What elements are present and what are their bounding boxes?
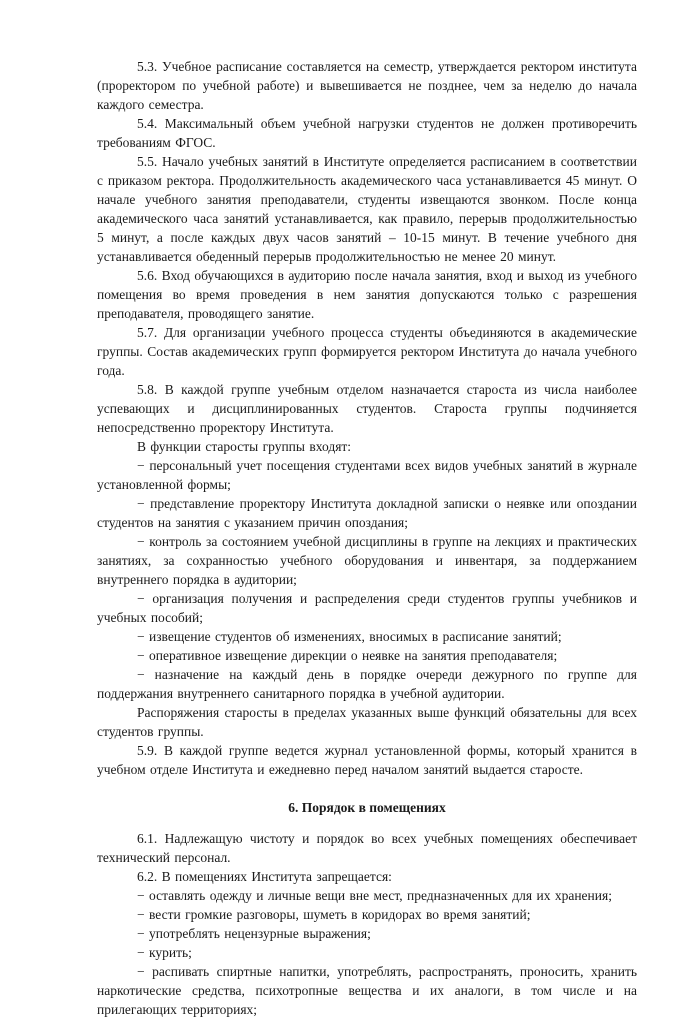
paragraph-starosta-orders: Распоряжения старосты в пределах указанных выше функций обязательны для всех студентов группы. (97, 705, 637, 739)
paragraph-5-8: 5.8. В каждой группе учебным отделом назначается староста из числа наиболее успевающих и дисциплинированных студентов. Староста группы подчиняется непосредственно проректору Института. (97, 382, 637, 435)
list-item-no-clothes-outside: − оставлять одежду и личные вещи вне мест, предназначенных для их хранения; (137, 888, 612, 903)
paragraph-6-2: 6.2. В помещениях Института запрещается: (137, 869, 392, 884)
paragraph-6-1: 6.1. Надлежащую чистоту и порядок во всех учебных помещениях обеспечивает технический персонал. (97, 831, 637, 865)
list-item-teacher-absence: − оперативное извещение дирекции о неявке на занятия преподавателя; (137, 648, 558, 663)
list-item-no-smoking: − курить; (137, 945, 192, 960)
paragraph-5-7: 5.7. Для организации учебного процесса студенты объединяются в академические группы. Состав академических групп формируется ректором Института до начала учебного года. (97, 325, 637, 378)
list-item-discipline-control: − контроль за состоянием учебной дисциплины в группе на лекциях и практических занятиях, за сохранностью учебного оборудования и инвентаря, за поддержанием внутреннего порядка в аудитории; (97, 534, 637, 587)
list-item-report-absence: − представление проректору Института докладной записки о неявке или опоздании студентов на занятия с указанием причин опоздания; (97, 496, 637, 530)
paragraph-5-9: 5.9. В каждой группе ведется журнал установленной формы, который хранится в учебном отделе Института и ежедневно перед началом занятий выдается старосте. (97, 743, 637, 777)
paragraph-5-3: 5.3. Учебное расписание составляется на семестр, утверждается ректором института (проректором по учебной работе) и вывешивается не позднее, чем за неделю до начала каждого семестра. (97, 59, 637, 112)
list-item-duty-assignment: − назначение на каждый день в порядке очереди дежурного по группе для поддержания внутреннего санитарного порядка в учебной аудитории. (97, 667, 637, 701)
list-item-personal-accounting: − персональный учет посещения студентами всех видов учебных занятий в журнале установленной формы; (97, 458, 637, 492)
paragraph-starosta-functions-intro: В функции старосты группы входят: (137, 439, 352, 454)
section-heading-6: 6. Порядок в помещениях (288, 800, 446, 815)
list-item-no-alcohol-drugs: − распивать спиртные напитки, употреблять, распространять, проносить, хранить наркотические средства, психотропные вещества и их аналоги, в том числе и на прилегающих территориях; (97, 964, 637, 1017)
list-item-no-loud-talk: − вести громкие разговоры, шуметь в коридорах во время занятий; (137, 907, 531, 922)
list-item-textbooks-distribution: − организация получения и распределения среди студентов группы учебников и учебных пособий; (97, 591, 637, 625)
paragraph-5-4: 5.4. Максимальный объем учебной нагрузки студентов не должен противоречить требованиям ФГОС. (97, 116, 637, 150)
list-item-schedule-changes: − извещение студентов об изменениях, вносимых в расписание занятий; (137, 629, 562, 644)
paragraph-5-5: 5.5. Начало учебных занятий в Институте определяется расписанием в соответствии с приказом ректора. Продолжительность академического часа устанавливается 45 минут. О начале учебного занятия преподаватели, студенты извещаются звонком. После конца академического часа занятий устанавливается, как правило, перерыв продолжительностью 5 минут, а после каждых двух часов занятий – 10-15 минут. В течение учебного дня устанавливается обеденный перерыв продолжительностью не менее 20 минут. (97, 154, 637, 264)
paragraph-5-6: 5.6. Вход обучающихся в аудиторию после начала занятия, вход и выход из учебного помещения во время проведения в нем занятия допускаются только с разрешения преподавателя, проводящего занятие. (97, 268, 637, 321)
list-item-no-profanity: − употреблять нецензурные выражения; (137, 926, 371, 941)
